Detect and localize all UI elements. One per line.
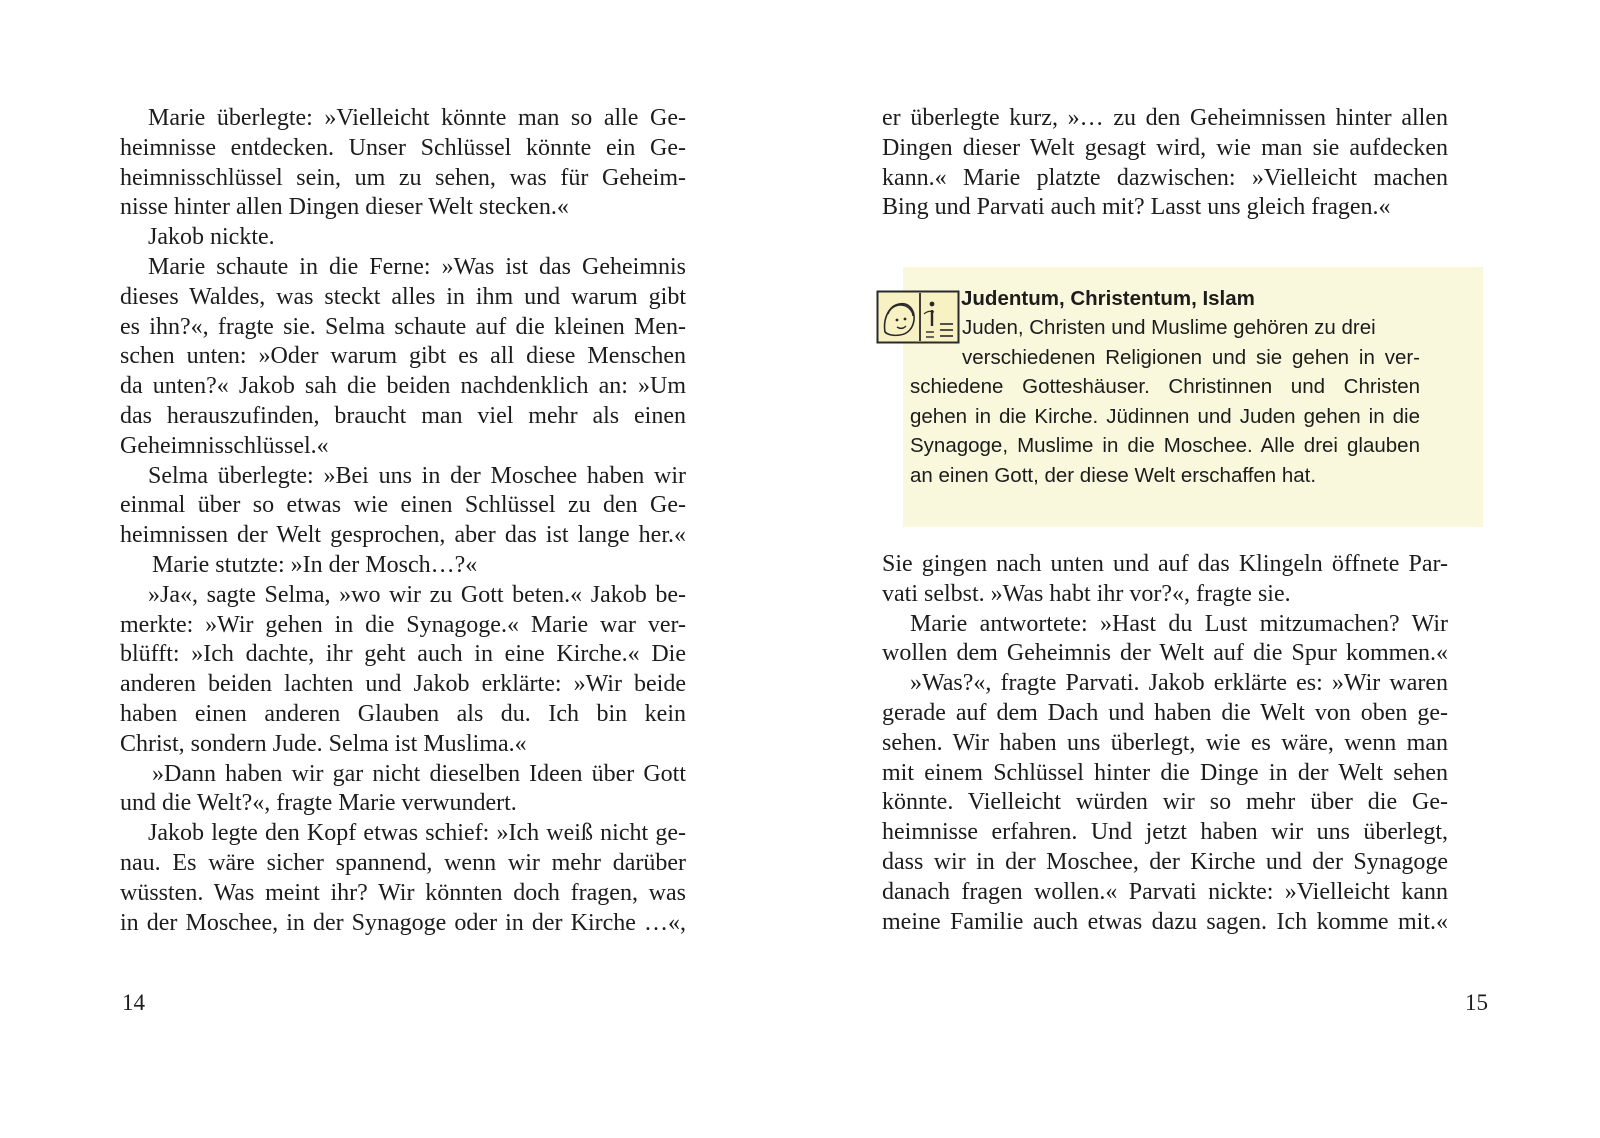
paragraph-line: dieses Waldes, was steckt alles in ihm und warum gibt [120,283,686,310]
paragraph-line: anderen beiden lachten und Jakob erklärte: »Wir beide [120,671,686,698]
paragraph-line: heimnisse entdecken. Unser Schlüssel könnte ein Ge- [120,134,686,161]
paragraph-line: einmal über so etwas wie einen Schlüssel zu den Ge- [120,492,686,519]
paragraph-line: Marie schaute in die Ferne: »Was ist das Geheimnis [148,254,686,280]
paragraph-line: blüfft: »Ich dachte, ihr geht auch in eine Kirche.« Die [120,641,686,668]
paragraph-line: sehen. Wir haben uns überlegt, wie es wäre, wenn man [882,729,1448,756]
paragraph-line: nau. Es wäre sicher spannend, wenn wir mehr darüber [120,850,686,876]
paragraph-line: Marie überlegte: »Vielleicht könnte man so alle Ge- [148,105,686,131]
paragraph-line: danach fragen wollen.« Parvati nickte: »Vielleicht kann [882,878,1448,905]
paragraph-line: Bing und Parvati auch mit? Lasst uns gleich fragen.« [882,194,1391,221]
paragraph-line: haben einen anderen Glauben als du. Ich bin kein [120,701,686,727]
paragraph-line: heimnissen der Welt gesprochen, aber das ist lange her.« [120,522,686,549]
paragraph-line: könnte. Vielleicht würden wir so mehr über die Ge- [882,789,1448,816]
info-box-line: schiedene Gotteshäuser. Christinnen und Christen [910,375,1420,398]
page-number-right: 15 [1465,990,1488,1015]
paragraph-line: Dingen dieser Welt gesagt wird, wie man sie aufdecken [882,134,1448,161]
page-number-left: 14 [122,990,145,1015]
paragraph-line: wüssten. Was meint ihr? Wir könnten doch fragen, was [120,879,686,906]
paragraph-line: Sie gingen nach unten und auf das Klingeln öffnete Par- [882,551,1448,577]
paragraph-line: Jakob nickte. [148,224,275,251]
paragraph-line: »Ja«, sagte Selma, »wo wir zu Gott beten.« Jakob be- [148,581,686,608]
paragraph-line: kann.« Marie platzte dazwischen: »Vielleicht machen [882,164,1448,191]
info-book-icon [876,290,960,344]
paragraph-line: dass wir in der Moschee, der Kirche und der Synagoge [882,849,1448,875]
info-box-line: Juden, Christen und Muslime gehören zu drei [962,316,1376,339]
paragraph-line: Jakob legte den Kopf etwas schief: »Ich weiß nicht ge- [148,820,686,847]
paragraph-line: heimnisschlüssel sein, um zu sehen, was für Geheim- [120,164,686,191]
paragraph-line: er überlegte kurz, »… zu den Geheimnissen hinter allen [882,105,1448,131]
paragraph-line: Geheimnisschlüssel.« [120,432,329,459]
paragraph-line: mit einem Schlüssel hinter die Dinge in der Welt sehen [882,759,1448,786]
paragraph-line: nisse hinter allen Dingen dieser Welt stecken.« [120,194,569,221]
paragraph-line: das herauszufinden, braucht man viel mehr als einen [120,403,686,429]
paragraph-line: meine Familie auch etwas dazu sagen. Ich komme mit.« [882,908,1448,935]
paragraph-line: wollen dem Geheimnis der Welt auf die Spur kommen.« [882,640,1448,667]
paragraph-line: »Was?«, fragte Parvati. Jakob erklärte es: »Wir waren [910,670,1448,697]
info-box-line: gehen in die Kirche. Jüdinnen und Juden gehen in die [910,404,1420,428]
paragraph-line: es ihn?«, fragte sie. Selma schaute auf die kleinen Men- [120,313,686,340]
paragraph-line: Marie antwortete: »Hast du Lust mitzumachen? Wir [910,610,1448,637]
paragraph-line: schen unten: »Oder warum gibt es all diese Menschen [120,343,686,370]
paragraph-line: Christ, sondern Jude. Selma ist Muslima.« [120,730,527,757]
info-box [903,267,1483,527]
paragraph-line: merkte: »Wir gehen in die Synagoge.« Marie war ver- [120,611,686,638]
info-box-line: an einen Gott, der diese Welt erschaffen hat. [910,463,1317,487]
info-box-title: Judentum, Christentum, Islam [961,287,1255,310]
paragraph-line: da unten?« Jakob sah die beiden nachdenklich an: »Um [120,373,686,400]
paragraph-line: »Dann haben wir gar nicht dieselben Ideen über Gott [152,760,686,787]
info-box-line: verschiedenen Religionen und sie gehen in ver- [962,345,1420,369]
paragraph-line: gerade auf dem Dach und haben die Welt von oben ge- [882,700,1448,726]
info-box-line: Synagoge, Muslime in die Moschee. Alle drei glauben [910,434,1420,457]
right-page [800,0,1600,1138]
paragraph-line: und die Welt?«, fragte Marie verwundert. [120,790,517,817]
paragraph-line: Marie stutzte: »In der Mosch…?« [152,552,478,578]
paragraph-line: vati selbst. »Was habt ihr vor?«, fragte sie. [882,580,1291,607]
paragraph-line: in der Moschee, in der Synagoge oder in der Kirche …«, [120,909,686,936]
paragraph-line: heimnisse erfahren. Und jetzt haben wir uns überlegt, [882,819,1448,846]
paragraph-line: Selma überlegte: »Bei uns in der Moschee haben wir [148,462,686,489]
